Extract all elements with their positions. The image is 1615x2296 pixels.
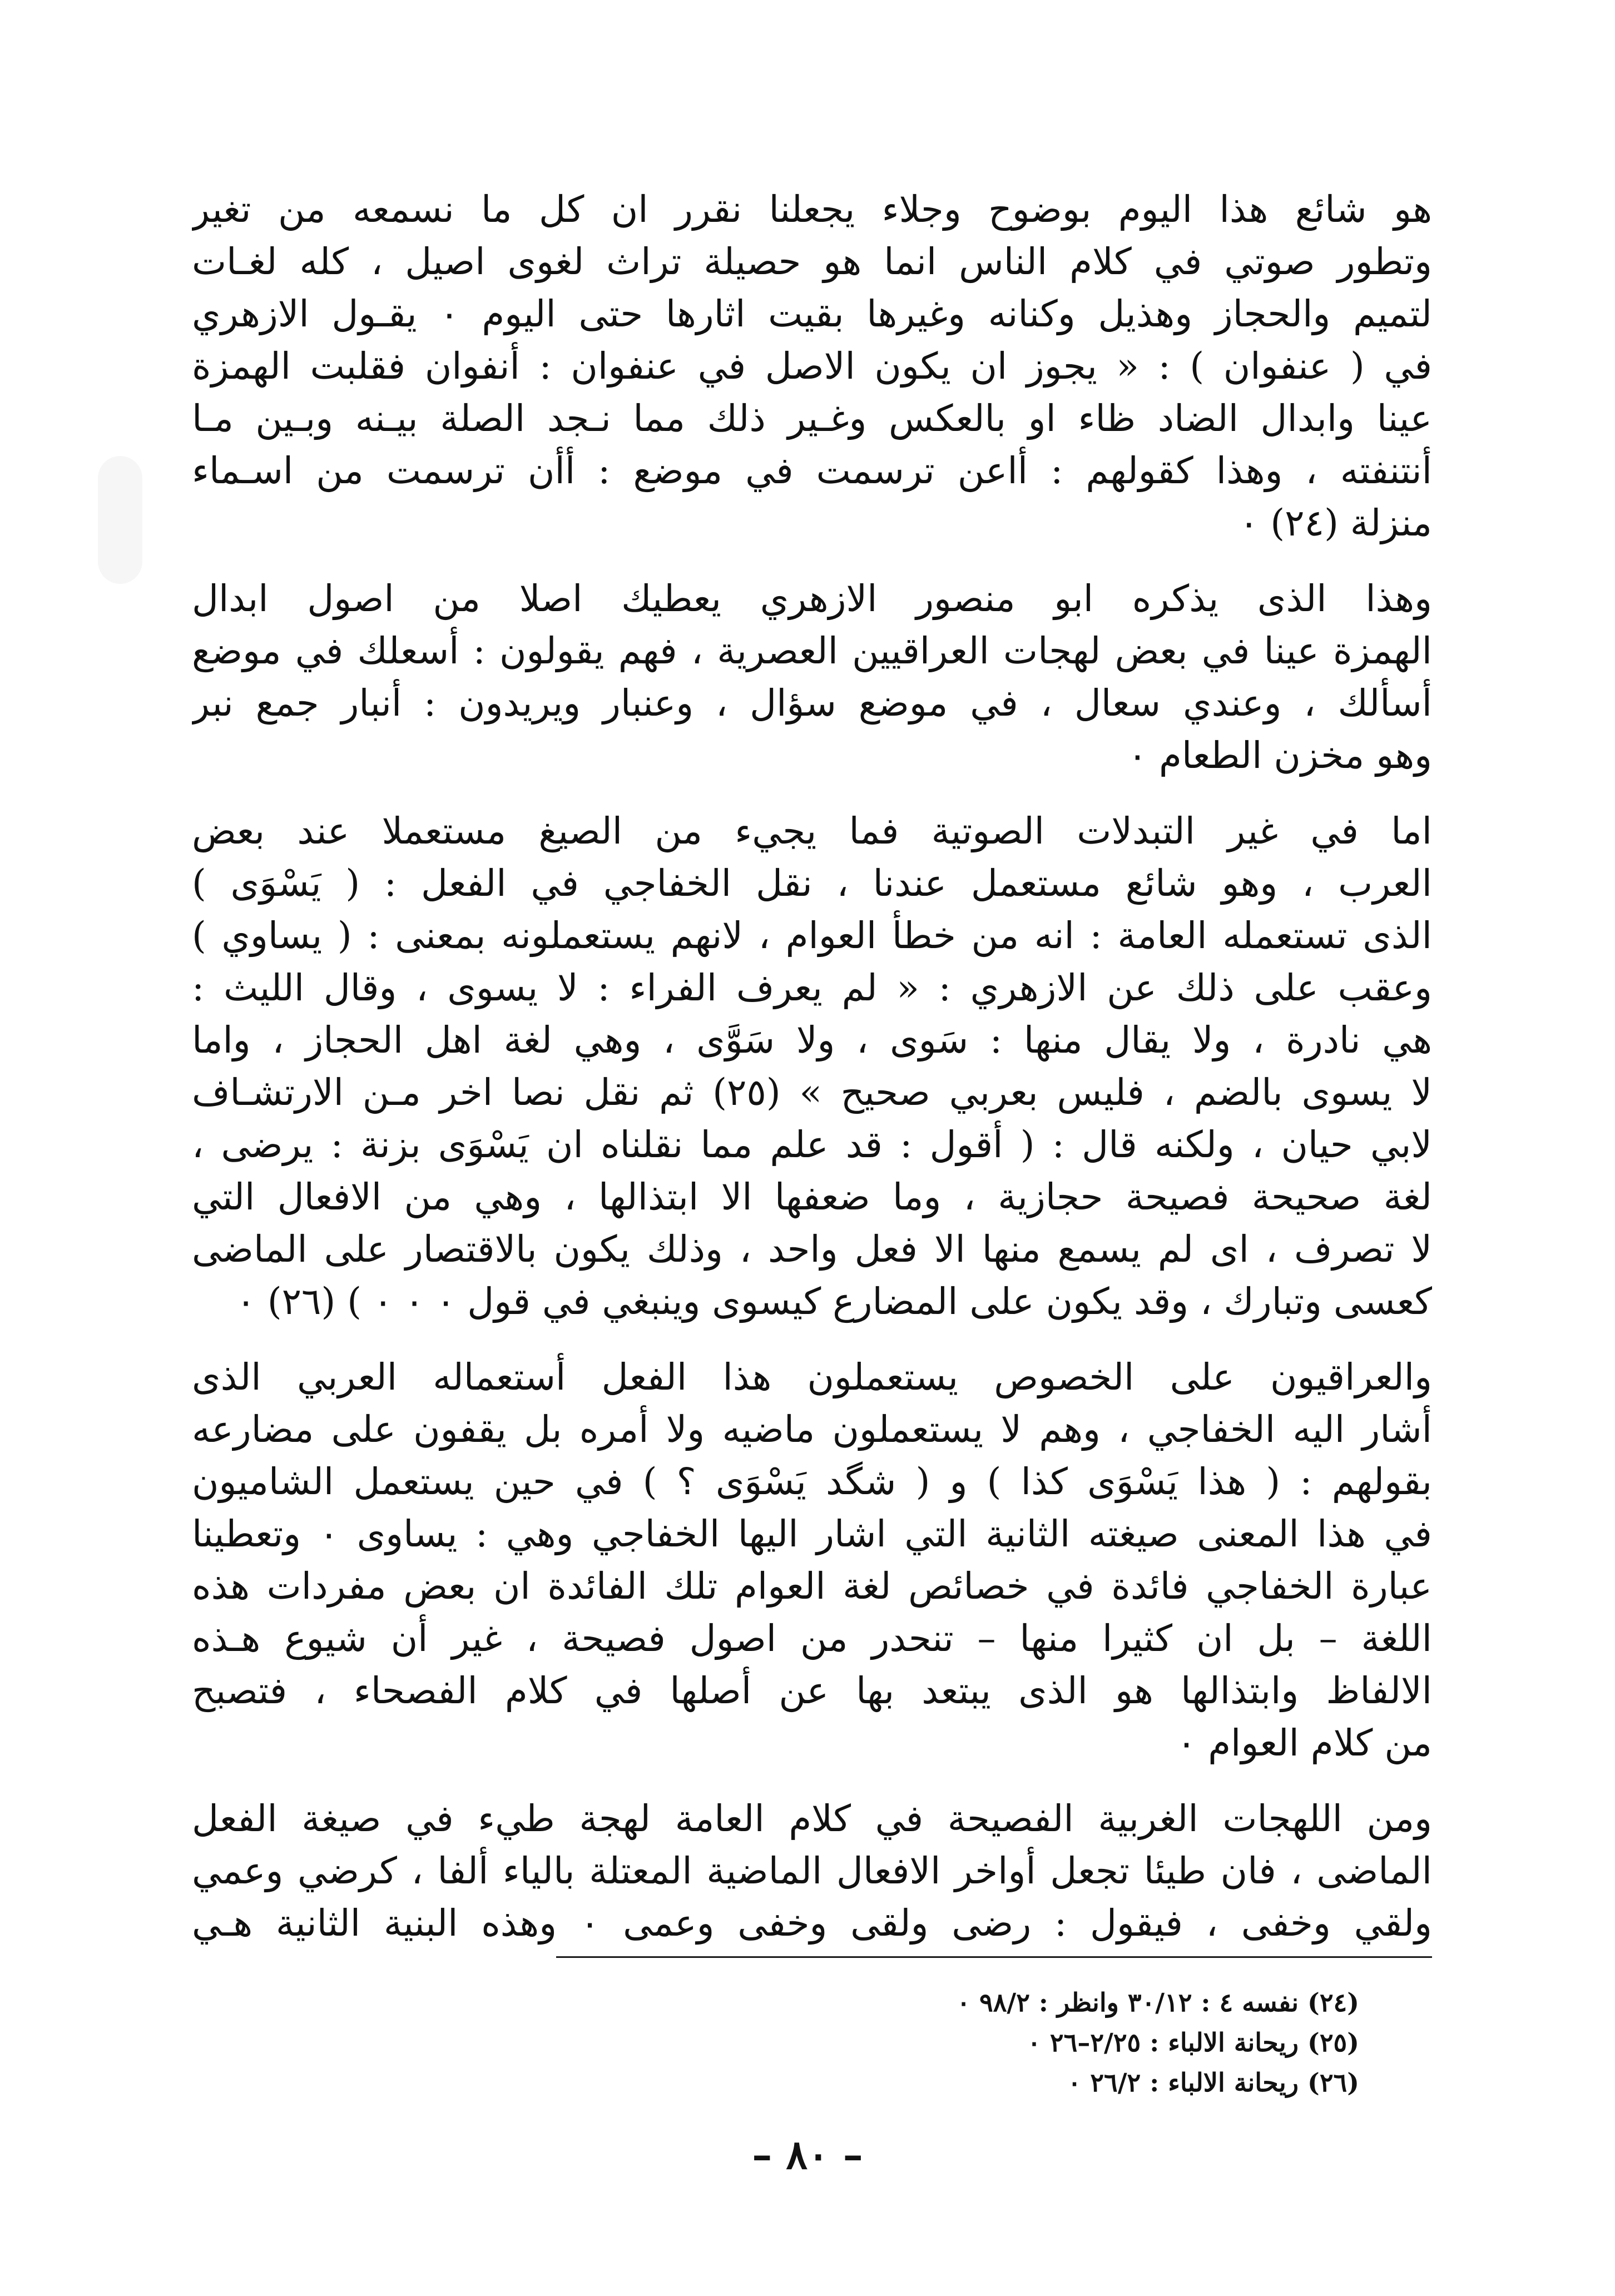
footnotes: [525, 1985, 1359, 2105]
text-line: العرب ، وهو شائع مستعمل عندنا ، نقل الخفاجي في الفعل : ( يَسْوَى ): [192, 862, 1432, 905]
text-line: وهذا الذى يذكره ابو منصور الازهري يعطيك اصلا من اصول ابدال: [192, 577, 1432, 620]
text-line: لغة صحيحة فصيحة حجازية ، وما ضعفها الا ابتذالها ، وهي من الافعال التي: [192, 1176, 1432, 1218]
text-line: منزلة (٢٤) ٠: [1239, 502, 1432, 544]
text-line: أسألك ، وعندي سعال ، في موضع سؤال ، وعنبار ويريدون : أنبار جمع نبر: [192, 682, 1432, 725]
text-line: الماضى ، فان طيئا تجعل أواخر الافعال الماضية المعتلة بالياء ألفا ، كرضي وعمي: [192, 1849, 1432, 1892]
text-line: وتطور صوتي في كلام الناس انما هو حصيلة تراث لغوى اصيل ، كله لغـات: [192, 240, 1432, 283]
text-line: في هذا المعنى صيغته الثانية التي اشار اليها الخفاجي وهي : يساوى ٠ وتعطينا: [192, 1513, 1432, 1555]
body-text: [192, 184, 1432, 1950]
text-line: لا تصرف ، اى لم يسمع منها الا فعل واحد ، وذلك يكون بالاقتصار على الماضى: [192, 1228, 1432, 1271]
text-line: لتميم والحجاز وهذيل وكنانه وغيرها بقيت اثارها حتى اليوم ٠ يقـول الازهري: [192, 292, 1432, 335]
text-line: بقولهم : ( هذا يَسْوَى كذا ) و ( شگد يَسْوَى ؟ ) في حين يستعمل الشاميون: [192, 1460, 1432, 1503]
text-line: الالفاظ وابتذالها هو الذى يبتعد بها عن أصلها في كلام الفصحاء ، فتصبح: [192, 1669, 1432, 1712]
text-line: وعقب على ذلك عن الازهري : « لم يعرف الفراء : لا يسوى ، وقال الليث :: [192, 966, 1432, 1009]
text-line: هي نادرة ، ولا يقال منها : سَوى ، ولا سَوَّى ، وهي لغة اهل الحجاز ، واما: [192, 1019, 1432, 1062]
text-line: لابي حيان ، ولكنه قال : ( أقول : قد علم مما نقلناه ان يَسْوَى بزنة : يرضى ،: [192, 1123, 1432, 1166]
footnote-25: (٢٥) ريحانة الالباء : ٢/٢٥–٢٦ ٠: [1027, 2027, 1359, 2057]
text-line: في ( عنفوان ) : « يجوز ان يكون الاصل في عنفوان : أنفوان فقلبت الهمزة: [192, 345, 1432, 388]
text-line: الهمزة عينا في بعض لهجات العراقيين العصرية ، فهم يقولون : أسعلك في موضع: [192, 629, 1432, 672]
text-line: كعسى وتبارك ، وقد يكون على المضارع كيسوى وينبغي في قول ٠ ٠ ٠ ) (٢٦) ٠: [236, 1280, 1432, 1323]
page-number: – ٨٠ –: [752, 2131, 863, 2178]
text-line: والعراقيون على الخصوص يستعملون هذا الفعل أستعماله العربي الذى: [192, 1356, 1432, 1399]
paragraph-1: [192, 184, 1432, 549]
text-line: اللغة – بل ان كثيرا منها – تنحدر من اصول فصيحة ، غير أن شيوع هـذه: [192, 1617, 1432, 1660]
scan-smudge: [98, 456, 142, 584]
text-line: وهو مخزن الطعام ٠: [1127, 734, 1432, 777]
paragraph-2: [192, 573, 1432, 782]
text-line: أنتنفته ، وهذا كقولهم : أاعن ترسمت في موضع : أأن ترسمت من اسـماء: [192, 449, 1432, 492]
text-line: اما في غير التبدلات الصوتية فما يجيء من الصيغ مستعملا عند بعض: [192, 810, 1432, 852]
text-line: الذى تستعمله العامة : انه من خطأ العوام ، لانهم يستعملونه بمعنى : ( يساوي ): [192, 914, 1432, 957]
footnote-divider: [556, 1956, 1432, 1958]
text-line: ولقي وخفى ، فيقول : رضى ولقى وخفى وعمى ٠ وهذه البنية الثانية هـي: [192, 1902, 1432, 1945]
text-line: أشار اليه الخفاجي ، وهم لا يستعملون ماضيه ولا أمره بل يقفون على مضارعه: [192, 1408, 1432, 1451]
paragraph-3: [192, 805, 1432, 1328]
text-line: هو شائع هذا اليوم بوضوح وجلاء يجعلنا نقرر ان كل ما نسمعه من تغير: [192, 188, 1432, 231]
text-line: عينا وابدال الضاد ظاء او بالعكس وغـير ذلك مما نـجد الصلة بيـنه وبـين مـا: [192, 397, 1432, 440]
text-line: عبارة الخفاجي فائدة في خصائص لغة العوام تلك الفائدة ان بعض مفردات هذه: [192, 1565, 1432, 1608]
footnote-24: (٢٤) نفسه ٤ : ٣٠/١٢ وانظر : ٩٨/٢ ٠: [957, 1987, 1359, 2017]
footnote-26: (٢٦) ريحانة الالباء : ٢٦/٢ ٠: [1067, 2067, 1359, 2097]
paragraph-4: [192, 1351, 1432, 1769]
text-line: لا يسوى بالضم ، فليس بعربي صحيح » (٢٥) ثم نقل نصا اخر مـن الارتشـاف: [192, 1071, 1432, 1114]
paragraph-5: [192, 1793, 1432, 1950]
text-line: ومن اللهجات الغربية الفصيحة في كلام العامة لهجة طيء في صيغة الفعل: [192, 1797, 1432, 1840]
text-line: من كلام العوام ٠: [1176, 1722, 1432, 1764]
